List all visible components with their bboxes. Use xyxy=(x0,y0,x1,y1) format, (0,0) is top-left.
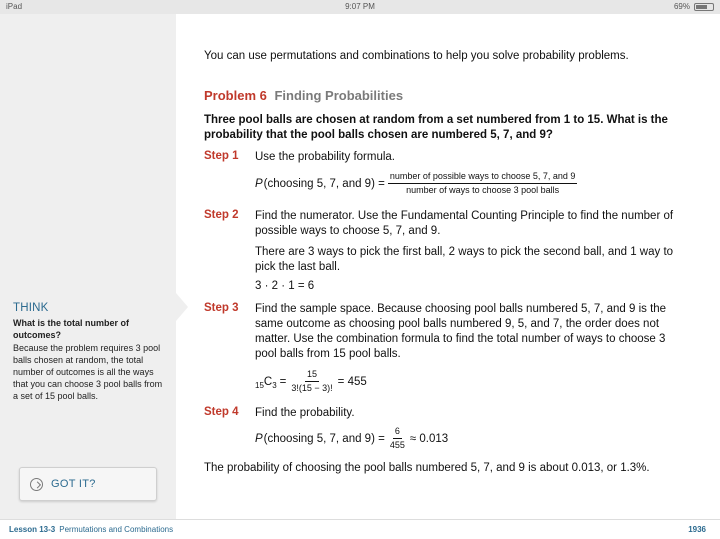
combination-numerator: 15 xyxy=(305,369,319,382)
chevron-circle-icon xyxy=(30,478,43,491)
problem-heading xyxy=(204,88,403,103)
step-2-label: Step 2 xyxy=(204,209,239,221)
step-1-label: Step 1 xyxy=(204,150,239,162)
combination-formula xyxy=(255,369,367,394)
final-denominator: 455 xyxy=(389,440,405,450)
step-3-text: Find the sample space. Because choosing pool balls numbered 5, 7, and 9 is the same outcome as choosing pool balls numbered 9, 5, and 7, the order does not matter. Use the combination formula to find the total number of ways to choose 3 pool balls from 15 pool balls. xyxy=(255,303,667,360)
combination-r: 3 xyxy=(272,381,277,390)
combination-fraction xyxy=(289,369,334,394)
final-lhs: (choosing 5, 7, and 9) = xyxy=(263,432,385,445)
got-it-button[interactable] xyxy=(19,467,157,501)
final-numerator: 6 xyxy=(393,426,402,439)
formula-fraction xyxy=(388,171,578,196)
status-bar xyxy=(0,0,720,14)
lesson-title: Permutations and Combinations xyxy=(59,525,174,534)
formula-denominator: number of ways to choose 3 pool balls xyxy=(406,185,560,195)
counting-formula: 3 · 2 · 1 = 6 xyxy=(255,280,315,292)
battery-fill xyxy=(696,5,707,9)
think-title: THINK xyxy=(13,302,49,314)
step-1-text: Use the probability formula. xyxy=(255,151,395,163)
p-symbol: P xyxy=(255,177,263,190)
combination-c: C xyxy=(263,375,273,388)
combination-n: 15 xyxy=(255,381,264,390)
final-result: ≈ 0.013 xyxy=(409,432,449,445)
device-name: iPad xyxy=(6,2,23,11)
formula-lhs: (choosing 5, 7, and 9) = xyxy=(263,177,385,190)
sidebar-pointer xyxy=(176,293,188,321)
step-4-text: Find the probability. xyxy=(255,407,355,419)
p-symbol-2: P xyxy=(255,432,263,445)
probability-formula xyxy=(255,171,580,196)
problem-number: Problem 6 xyxy=(204,88,267,103)
formula-numerator: number of possible ways to choose 5, 7, and 9 xyxy=(388,171,578,184)
think-panel xyxy=(13,302,165,402)
lesson-breadcrumb[interactable] xyxy=(9,525,173,534)
conclusion-text: The probability of choosing the pool balls numbered 5, 7, and 9 is about 0.013, or 1.3%. xyxy=(204,462,650,474)
step-3-label: Step 3 xyxy=(204,302,239,314)
sidebar xyxy=(0,14,176,519)
intro-text: You can use permutations and combinations to help you solve probability problems. xyxy=(204,50,629,62)
think-body: Because the problem requires 3 pool balls chosen at random, the total number of outcomes is all the ways that you can choose 3 pool balls from a set of 15 pool balls. xyxy=(13,343,163,401)
think-question: What is the total number of outcomes? xyxy=(13,318,129,340)
combination-result: = 455 xyxy=(337,375,367,388)
step-2-text: Find the numerator. Use the Fundamental Counting Principle to find the number of possible ways to choose 5, 7, and 9. xyxy=(255,210,674,237)
combination-eq: = xyxy=(279,375,287,388)
battery-percent: 69% xyxy=(673,2,690,11)
page-number: 1936 xyxy=(688,525,706,534)
problem-title: Finding Probabilities xyxy=(274,88,404,103)
got-it-label: GOT IT? xyxy=(51,478,96,490)
final-fraction xyxy=(388,426,407,451)
step-2-text-2: There are 3 ways to pick the first ball, 2 ways to pick the second ball, and 1 way to pick the last ball. xyxy=(255,246,674,273)
step-4-label: Step 4 xyxy=(204,406,239,418)
battery-icon xyxy=(694,3,714,11)
clock: 9:07 PM xyxy=(345,2,375,11)
combination-denominator: 3!(15 − 3)! xyxy=(291,383,333,393)
problem-statement: Three pool balls are chosen at random from a set numbered from 1 to 15. What is the probability that the pool balls chosen are numbered 5, 7, and 9? xyxy=(204,114,668,141)
lesson-number: Lesson 13-3 xyxy=(9,525,56,534)
final-probability-formula xyxy=(255,426,448,451)
footer xyxy=(0,519,720,539)
